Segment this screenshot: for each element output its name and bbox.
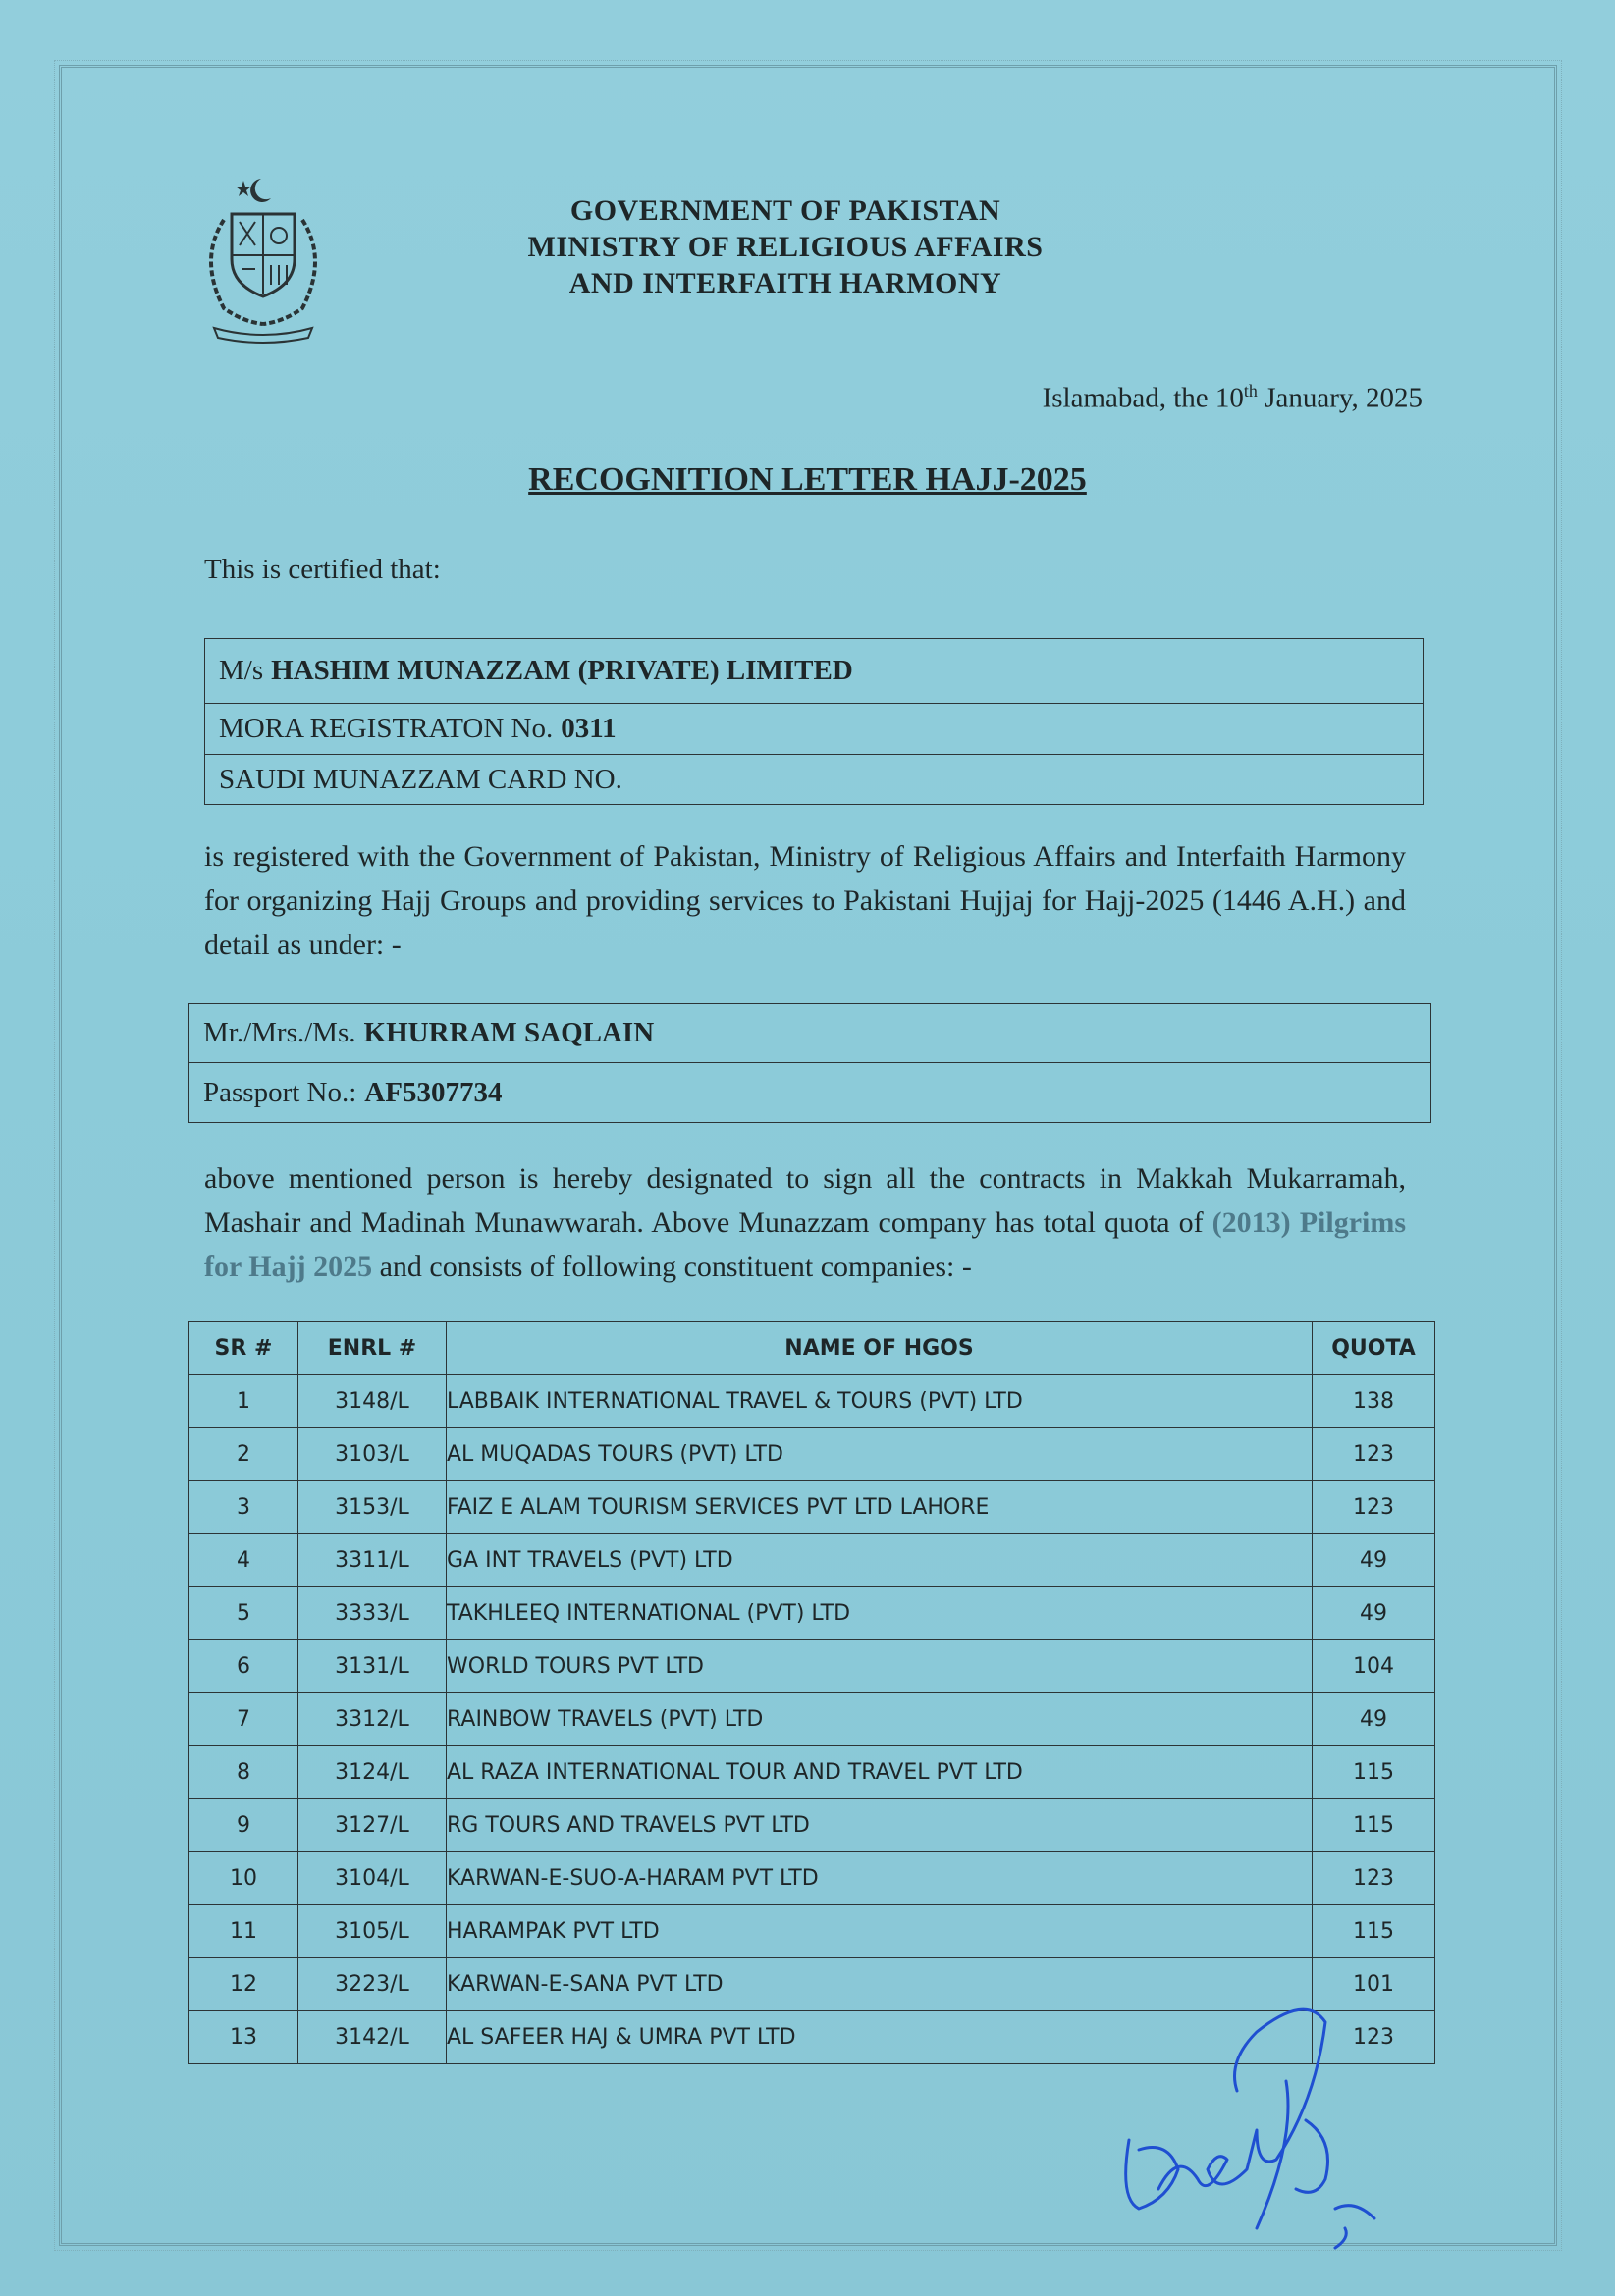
cell-name: WORLD TOURS PVT LTD <box>447 1640 1313 1693</box>
cell-quota: 104 <box>1313 1640 1435 1693</box>
cell-name: FAIZ E ALAM TOURISM SERVICES PVT LTD LAHORE <box>447 1481 1313 1534</box>
cell-enrl: 3311/L <box>298 1534 447 1587</box>
passport-row <box>189 1063 1430 1122</box>
total-quota-highlight: (2013) Pilgrims for Hajj 2025 <box>204 1206 1407 1283</box>
card-label: SAUDI MUNAZZAM CARD NO. <box>219 763 622 795</box>
cell-sr: 13 <box>189 2011 298 2064</box>
cell-quota: 115 <box>1313 1905 1435 1958</box>
cell-enrl: 3312/L <box>298 1693 447 1746</box>
company-name-label: M/s <box>219 655 264 686</box>
cell-quota: 123 <box>1313 1428 1435 1481</box>
certified-text: This is certified that: <box>204 554 441 585</box>
registration-paragraph: is registered with the Government of Pakistan, Ministry of Religious Affairs and Interfaith Harmony for organizing Hajj Groups and providing services to Pakistani Hujjaj for Hajj-2025 (1446 A.H.) and detail as under: - <box>204 840 1406 961</box>
card-row <box>205 755 1423 804</box>
cell-sr: 6 <box>189 1640 298 1693</box>
designation-text-1: above mentioned person is hereby designated to sign all the contracts in Makkah Mukarramah, Mashair and Madinah Munawwarah. Above Munazzam company has total quota of <box>204 1162 1406 1239</box>
table-row <box>189 1587 1435 1640</box>
cell-sr: 8 <box>189 1746 298 1799</box>
cell-name: KARWAN-E-SANA PVT LTD <box>447 1958 1313 2011</box>
letter-date <box>1043 381 1423 415</box>
cell-name: AL RAZA INTERNATIONAL TOUR AND TRAVEL PVT LTD <box>447 1746 1313 1799</box>
cell-quota: 49 <box>1313 1693 1435 1746</box>
cell-sr: 11 <box>189 1905 298 1958</box>
cell-enrl: 3333/L <box>298 1587 447 1640</box>
cell-name: AL SAFEER HAJ & UMRA PVT LTD <box>447 2011 1313 2064</box>
date-rest: January, 2025 <box>1257 382 1423 414</box>
hgos-table <box>188 1321 1435 2064</box>
date-prefix: Islamabad, the 10 <box>1042 382 1244 414</box>
cell-enrl: 3124/L <box>298 1746 447 1799</box>
cell-quota: 123 <box>1313 2011 1435 2064</box>
cell-enrl: 3104/L <box>298 1852 447 1905</box>
cell-quota: 49 <box>1313 1587 1435 1640</box>
letterhead <box>412 192 1158 301</box>
table-row <box>189 1799 1435 1852</box>
table-row <box>189 1481 1435 1534</box>
cell-sr: 9 <box>189 1799 298 1852</box>
cell-name: AL MUQADAS TOURS (PVT) LTD <box>447 1428 1313 1481</box>
cell-enrl: 3127/L <box>298 1799 447 1852</box>
company-name-row <box>205 639 1423 704</box>
table-row <box>189 1375 1435 1428</box>
cell-enrl: 3153/L <box>298 1481 447 1534</box>
cell-quota: 49 <box>1313 1534 1435 1587</box>
header-name: NAME OF HGOS <box>447 1322 1313 1375</box>
cell-name: KARWAN-E-SUO-A-HARAM PVT LTD <box>447 1852 1313 1905</box>
cell-name: GA INT TRAVELS (PVT) LTD <box>447 1534 1313 1587</box>
passport-value: AF5307734 <box>364 1076 503 1108</box>
cell-quota: 123 <box>1313 1481 1435 1534</box>
date-suffix: th <box>1243 381 1258 400</box>
table-row <box>189 1428 1435 1481</box>
table-row <box>189 1746 1435 1799</box>
cell-quota: 101 <box>1313 1958 1435 2011</box>
cell-sr: 4 <box>189 1534 298 1587</box>
registration-row <box>205 704 1423 755</box>
signature <box>1100 1963 1414 2277</box>
cell-name: HARAMPAK PVT LTD <box>447 1905 1313 1958</box>
designation-text-2: and consists of following constituent companies: - <box>372 1251 972 1283</box>
table-row <box>189 1640 1435 1693</box>
cell-sr: 3 <box>189 1481 298 1534</box>
cell-enrl: 3142/L <box>298 2011 447 2064</box>
cell-sr: 7 <box>189 1693 298 1746</box>
cell-sr: 12 <box>189 1958 298 2011</box>
table-row <box>189 1693 1435 1746</box>
cell-enrl: 3223/L <box>298 1958 447 2011</box>
designation-paragraph <box>204 1156 1406 1289</box>
letterhead-line-3: AND INTERFAITH HARMONY <box>568 267 1002 299</box>
cell-enrl: 3148/L <box>298 1375 447 1428</box>
cell-name: TAKHLEEQ INTERNATIONAL (PVT) LTD <box>447 1587 1313 1640</box>
person-box <box>188 1003 1431 1123</box>
letterhead-line-1: GOVERNMENT OF PAKISTAN <box>569 194 1001 227</box>
cell-quota: 123 <box>1313 1852 1435 1905</box>
person-name-row <box>189 1004 1430 1063</box>
table-body <box>189 1375 1435 2064</box>
table-header-row <box>189 1322 1435 1375</box>
cell-name: RAINBOW TRAVELS (PVT) LTD <box>447 1693 1313 1746</box>
header-enrl: ENRL # <box>298 1322 447 1375</box>
person-name-value: KHURRAM SAQLAIN <box>363 1017 655 1048</box>
table-row <box>189 1852 1435 1905</box>
cell-sr: 2 <box>189 1428 298 1481</box>
cell-enrl: 3131/L <box>298 1640 447 1693</box>
cell-enrl: 3105/L <box>298 1905 447 1958</box>
company-name-value: HASHIM MUNAZZAM (PRIVATE) LIMITED <box>271 655 853 686</box>
cell-name: LABBAIK INTERNATIONAL TRAVEL & TOURS (PVT) LTD <box>447 1375 1313 1428</box>
registration-label: MORA REGISTRATON No. <box>219 713 554 744</box>
passport-label: Passport No.: <box>203 1076 357 1108</box>
registration-value: 0311 <box>561 713 617 744</box>
state-emblem-icon <box>185 171 342 347</box>
cell-quota: 115 <box>1313 1746 1435 1799</box>
cell-enrl: 3103/L <box>298 1428 447 1481</box>
header-sr: SR # <box>189 1322 298 1375</box>
cell-sr: 5 <box>189 1587 298 1640</box>
letterhead-line-2: MINISTRY OF RELIGIOUS AFFAIRS <box>527 231 1044 263</box>
cell-quota: 115 <box>1313 1799 1435 1852</box>
cell-sr: 10 <box>189 1852 298 1905</box>
cell-quota: 138 <box>1313 1375 1435 1428</box>
company-box <box>204 638 1424 805</box>
table-row <box>189 1534 1435 1587</box>
table-row <box>189 1905 1435 1958</box>
person-name-label: Mr./Mrs./Ms. <box>203 1017 356 1048</box>
header-quota: QUOTA <box>1313 1322 1435 1375</box>
cell-name: RG TOURS AND TRAVELS PVT LTD <box>447 1799 1313 1852</box>
letter-title: RECOGNITION LETTER HAJJ-2025 <box>528 461 1087 498</box>
cell-sr: 1 <box>189 1375 298 1428</box>
